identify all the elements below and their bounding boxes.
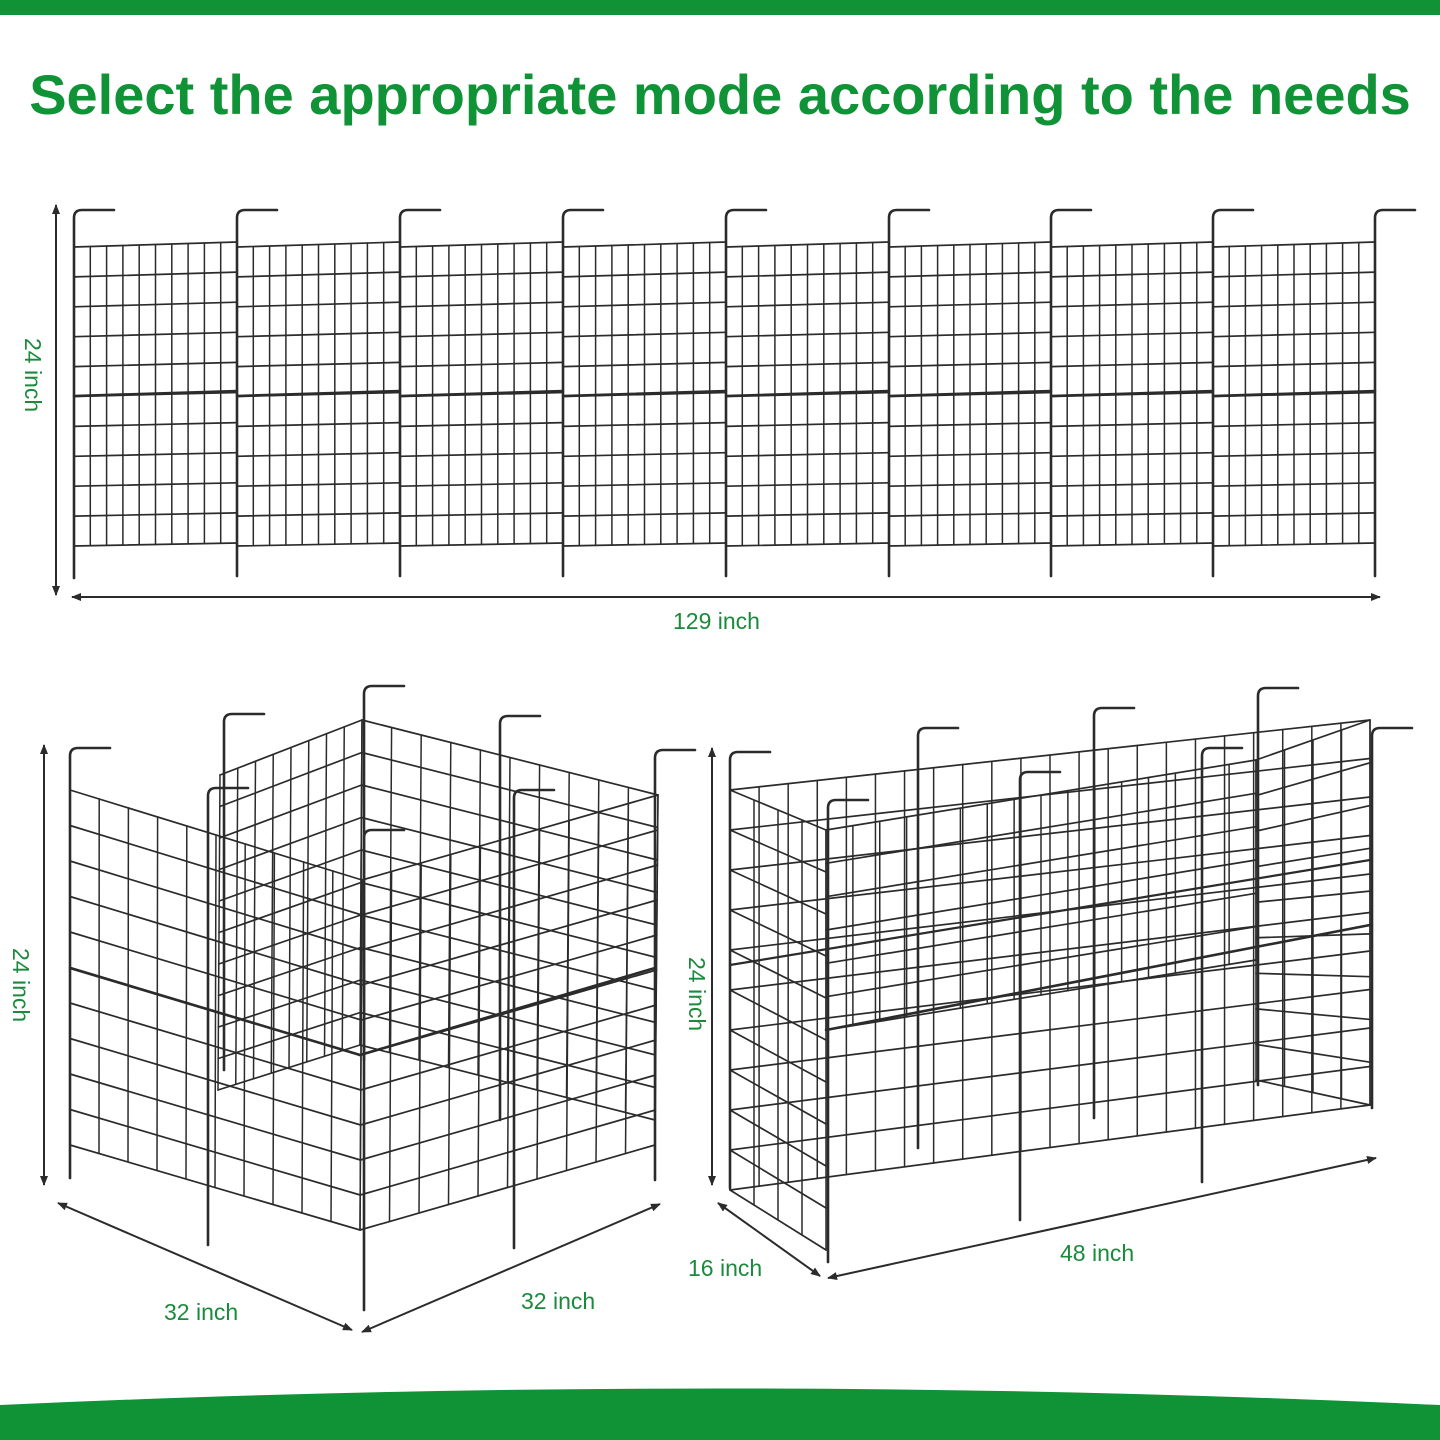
rect-length-label: 48 inch (1060, 1240, 1135, 1266)
square-side-a-label: 32 inch (164, 1299, 239, 1325)
straight-width-label: 129 inch (673, 608, 760, 634)
square-side-b-label: 32 inch (521, 1288, 596, 1314)
bottom-wave-decoration (0, 1389, 1440, 1440)
rectangle-enclosure-illustration (730, 688, 1412, 1262)
rect-height-label: 24 inch (684, 957, 710, 1032)
square-side-b-dimension-line (362, 1204, 660, 1332)
rect-depth-label: 16 inch (688, 1255, 763, 1281)
straight-height-label: 24 inch (20, 338, 46, 413)
square-enclosure-illustration (70, 686, 695, 1310)
page-title: Select the appropriate mode according to the needs (29, 63, 1411, 126)
straight-fence-illustration (74, 210, 1415, 578)
square-height-label: 24 inch (8, 948, 34, 1023)
